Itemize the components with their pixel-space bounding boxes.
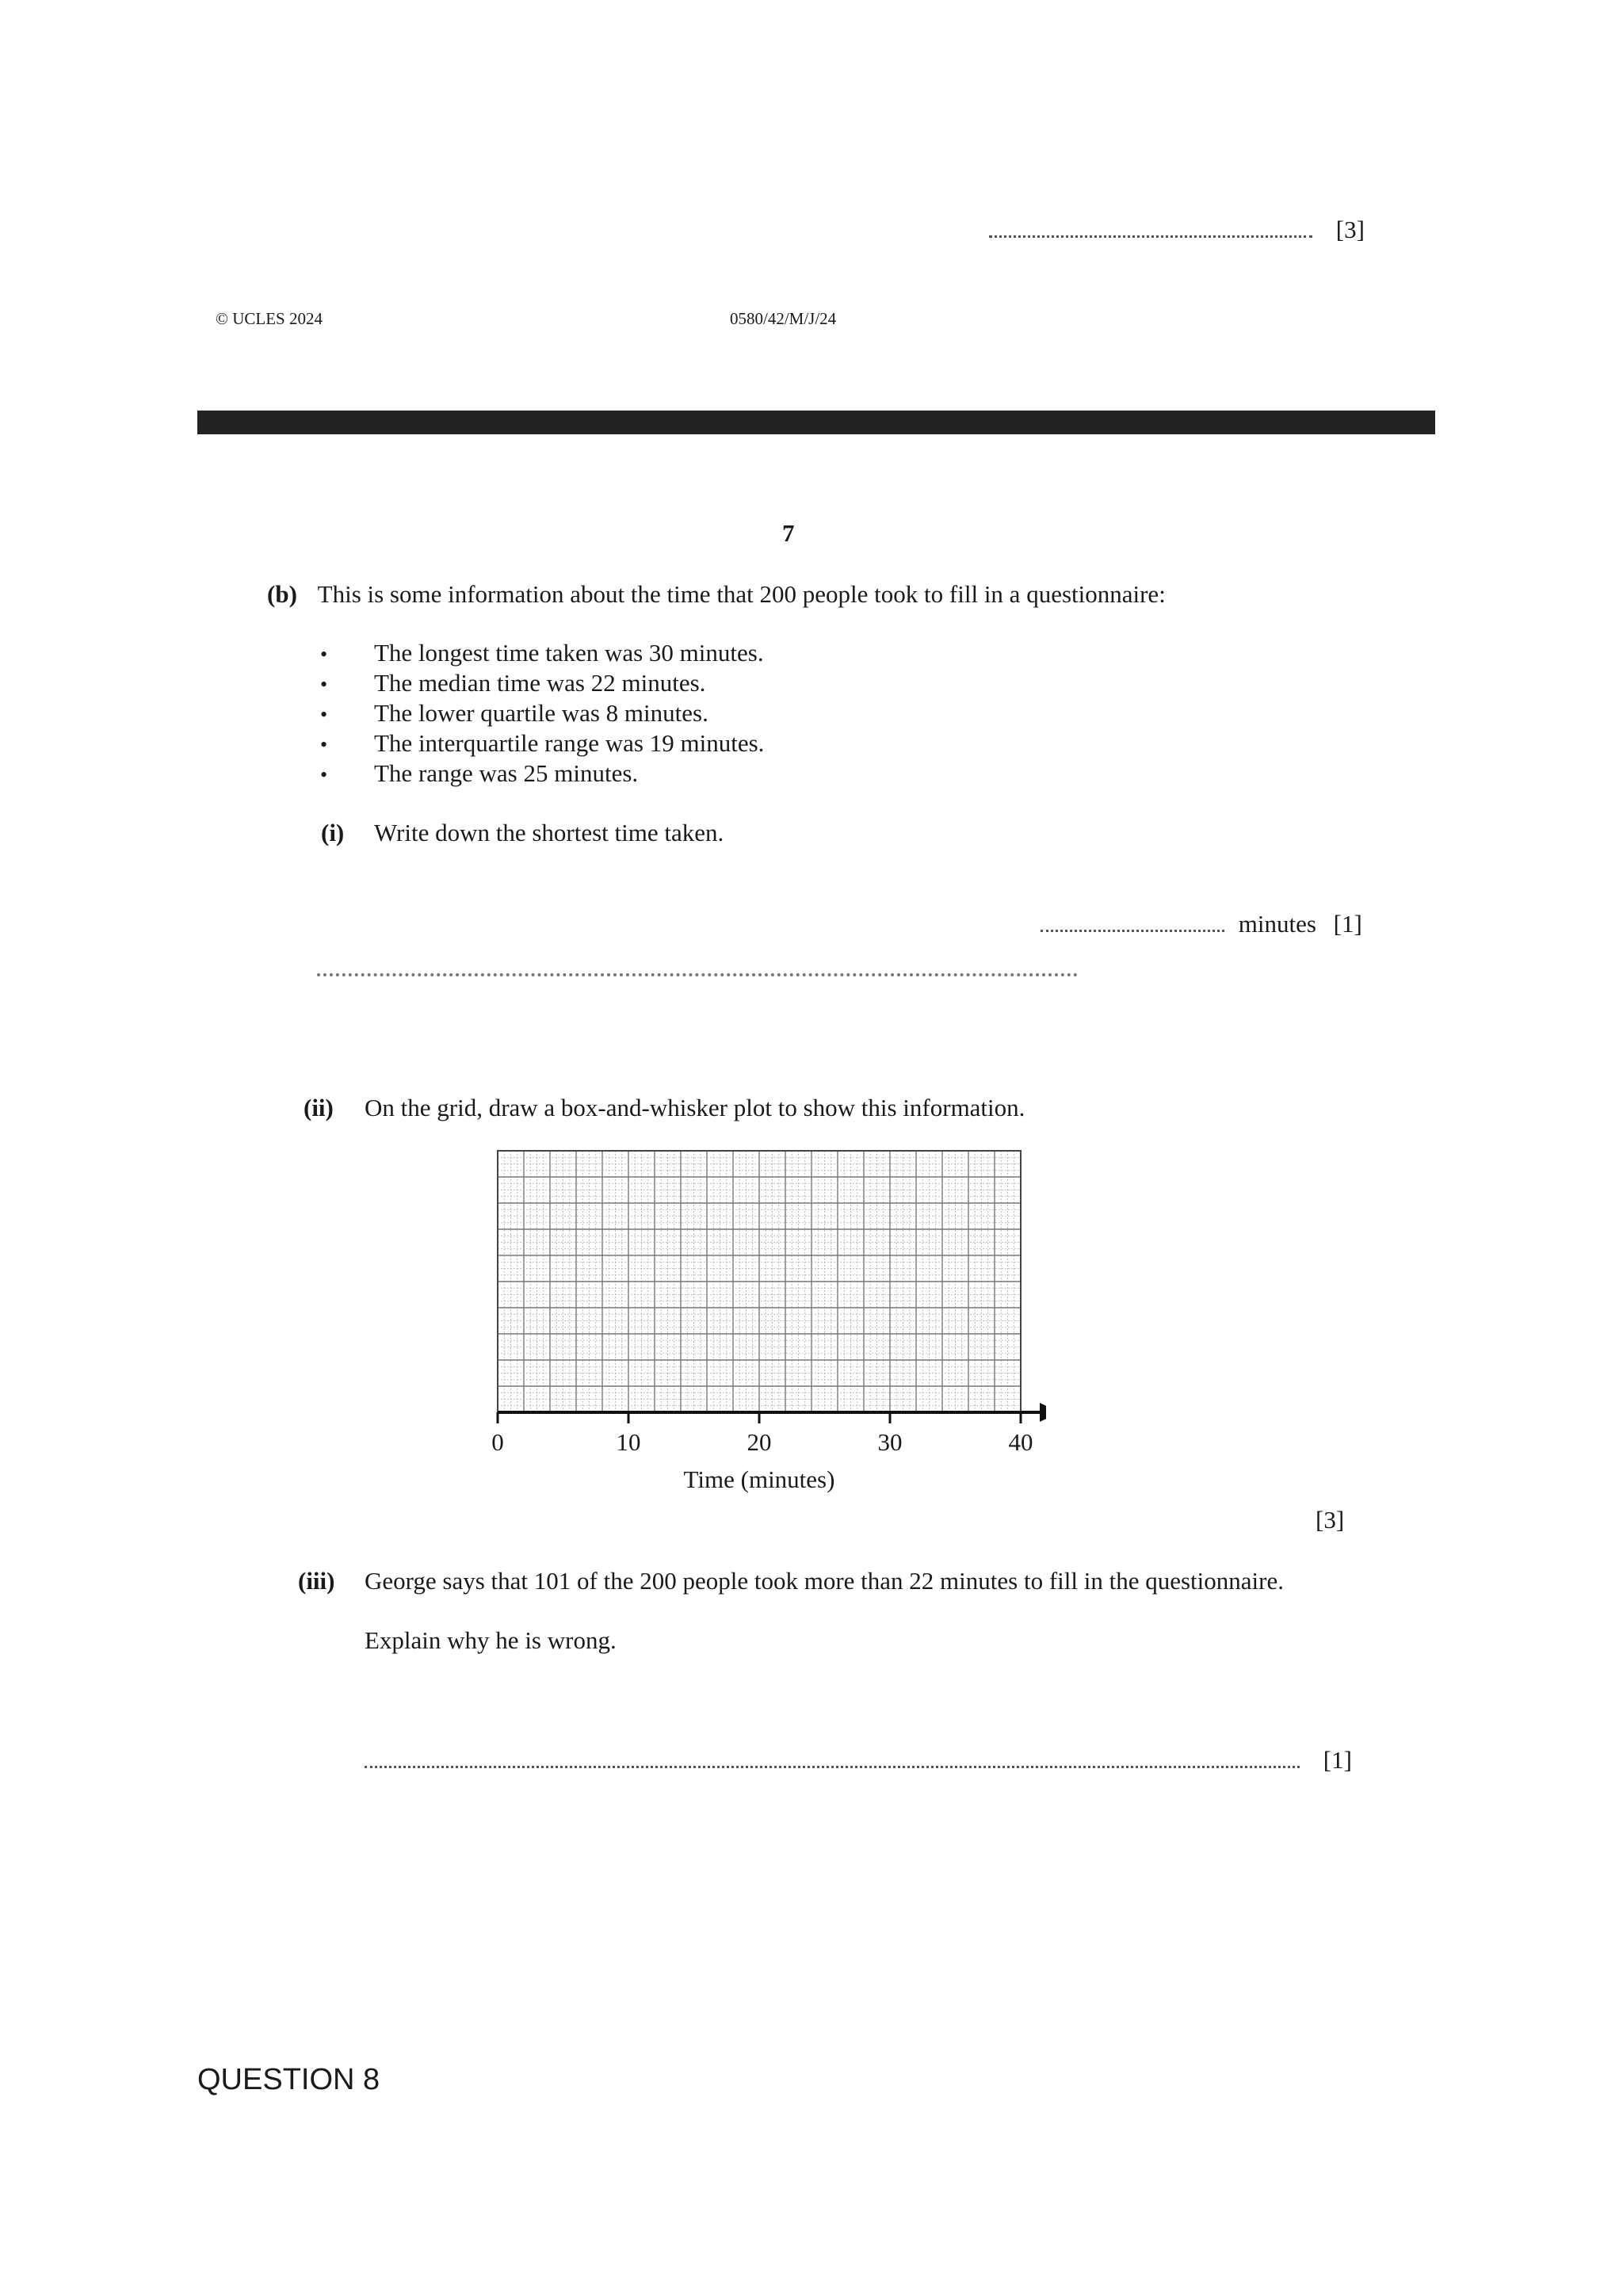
- footer-paper-code: 0580/42/M/J/24: [730, 309, 837, 328]
- part-ii-question: [304, 1094, 1025, 1122]
- part-ii-label: (ii): [304, 1094, 334, 1121]
- part-iii-answer-line: [365, 1746, 1352, 1775]
- box-plot-grid-chart[interactable]: [444, 1141, 1046, 1514]
- part-b-heading: [267, 580, 1166, 609]
- part-i-answer-field[interactable]: [1041, 930, 1224, 932]
- x-tick-label: 40: [1008, 1428, 1033, 1456]
- x-axis-label: Time (minutes): [683, 1465, 835, 1493]
- bullet-dot-icon: •: [320, 673, 328, 696]
- list-item: • The lower quartile was 8 minutes.: [320, 699, 708, 727]
- list-item: • The longest time taken was 30 minutes.: [320, 639, 764, 667]
- list-item: • The interquartile range was 19 minutes.: [320, 729, 765, 757]
- bullet-dot-icon: •: [320, 733, 328, 756]
- page-separator-bar: [197, 411, 1435, 434]
- x-ticks: [491, 1412, 1033, 1456]
- list-item: • The range was 25 minutes.: [320, 759, 639, 787]
- part-ii-text: On the grid, draw a box-and-whisker plot to show this information.: [365, 1094, 1025, 1121]
- part-i-text: Write down the shortest time taken.: [374, 819, 724, 846]
- previous-mark: [3]: [1335, 216, 1365, 243]
- part-iii-answer-field[interactable]: [365, 1766, 1300, 1768]
- part-iii-label: (iii): [298, 1567, 335, 1595]
- part-ii-mark: [3]: [1316, 1506, 1345, 1534]
- list-item: • The median time was 22 minutes.: [320, 669, 706, 697]
- x-tick-label: 20: [747, 1428, 772, 1456]
- part-i-question: [321, 819, 724, 847]
- part-iii-mark: [1]: [1323, 1746, 1352, 1774]
- part-iii-prompt: Explain why he is wrong.: [365, 1626, 617, 1654]
- part-b-label: (b): [267, 580, 297, 608]
- part-iii-text: George says that 101 of the 200 people took more than 22 minutes to fill in the questionnaire.: [365, 1567, 1284, 1595]
- x-tick-label: 0: [491, 1428, 504, 1456]
- footer-question-label: QUESTION 8: [197, 2063, 380, 2096]
- part-b-intro: This is some information about the time that 200 people took to fill in a questionnaire:: [317, 580, 1166, 608]
- part-iii-question: [298, 1567, 1284, 1595]
- axis-arrow-icon: [1040, 1403, 1046, 1422]
- answer-unit: minutes: [1238, 910, 1316, 938]
- bullet-dot-icon: •: [320, 703, 328, 726]
- part-i-mark: [1]: [1333, 910, 1362, 938]
- x-tick-label: 30: [877, 1428, 903, 1456]
- page-number: 7: [782, 519, 795, 547]
- part-i-label: (i): [321, 819, 345, 846]
- grid-lines: [498, 1151, 1021, 1412]
- answer-dotted-line: [989, 235, 1312, 238]
- clipped-text-remnant: [317, 973, 1078, 980]
- x-tick-label: 10: [616, 1428, 641, 1456]
- bullet-dot-icon: •: [320, 643, 328, 666]
- previous-answer-line: [989, 216, 1365, 244]
- footer-copyright: © UCLES 2024: [216, 309, 323, 328]
- bullet-dot-icon: •: [320, 763, 328, 786]
- part-i-answer-line: [1041, 910, 1362, 938]
